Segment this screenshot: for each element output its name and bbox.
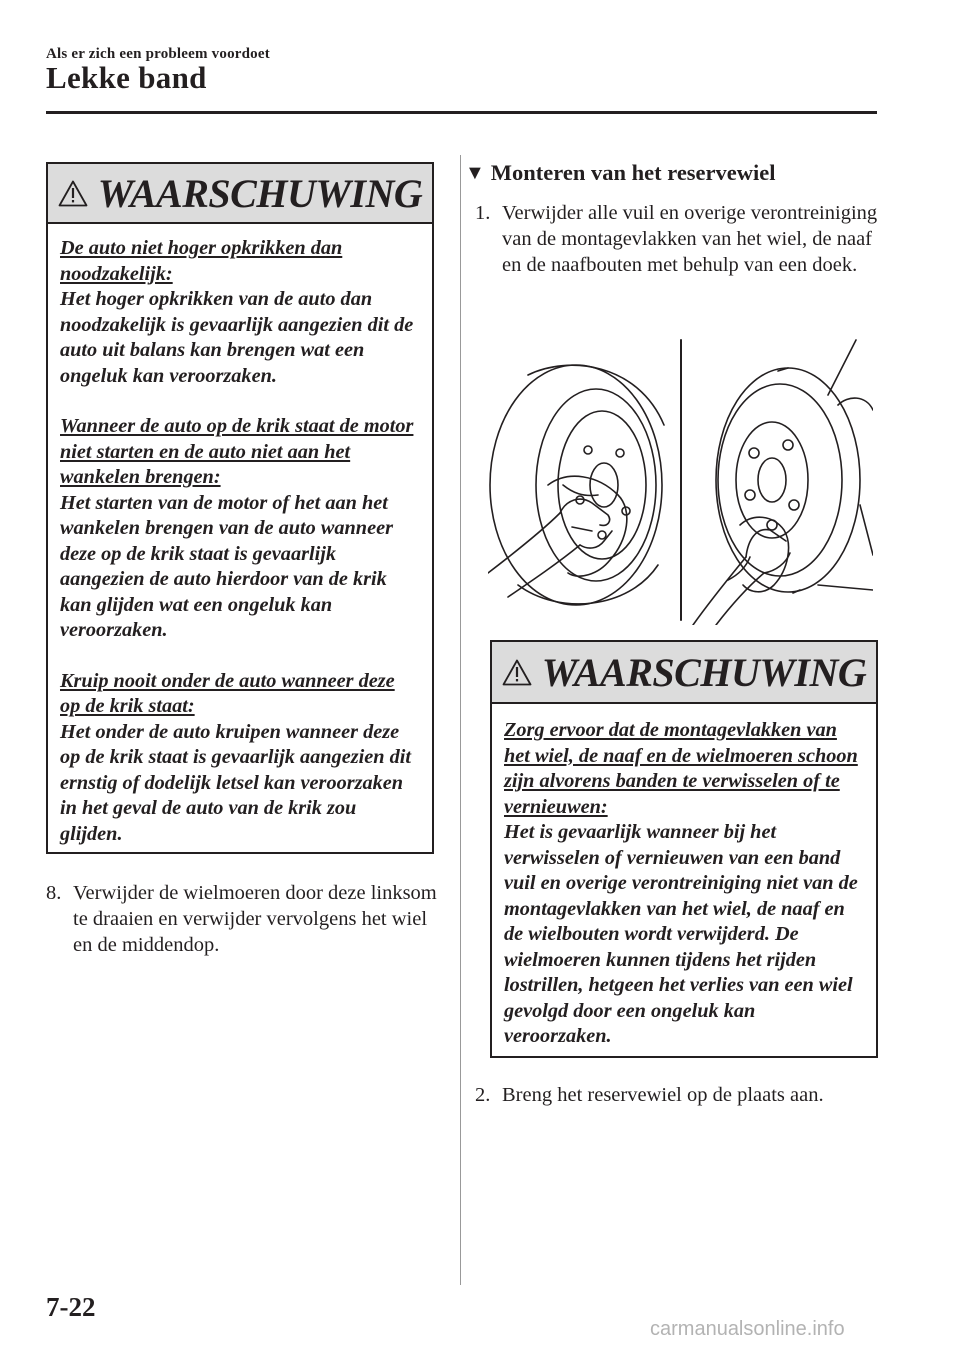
wheel-cleaning-illustration (488, 335, 873, 625)
step-2 (475, 1082, 885, 1108)
warning-item-text: Het starten van de motor of het aan het wankelen brengen van de auto wanneer deze op de krik staat is gevaarlijk aangezien de auto hierdoor van de krik kan glijden wat een ongeluk kan veroorzaken. (60, 491, 393, 641)
chapter-title: Lekke band (46, 60, 207, 95)
page-number: 7-22 (46, 1292, 96, 1322)
subsection-heading (465, 160, 776, 186)
warning-item (60, 414, 420, 644)
step-1 (475, 200, 885, 278)
hub-illustration (716, 340, 873, 593)
hand-with-cloth-right (693, 517, 790, 625)
warning-item-heading: De auto niet hoger opkrikken dan noodzakelijk: (60, 237, 343, 285)
step-number: 1. (475, 202, 491, 224)
warning-triangle-icon (502, 659, 532, 686)
tire-illustration (490, 365, 664, 605)
step-8 (46, 880, 446, 958)
warning-item-text: Het onder de auto kruipen wanneer deze op de krik staat is gevaarlijk aangezien dit ernstig of dodelijk letsel kan veroorzaken in het geval de auto van de krik zou glijden. (60, 720, 411, 845)
step-text: Verwijder de wielmoeren door deze linksom te draaien en verwijder vervolgens het wiel en de middendop. (73, 882, 437, 956)
triangle-down-icon: ▼ (465, 161, 485, 184)
watermark: carmanualsonline.info (650, 1318, 845, 1340)
step-text: Verwijder alle vuil en overige verontreiniging van de montagevlakken van het wiel, de naaf en de naafbouten met behulp van een doek. (502, 202, 878, 276)
header-rule (46, 111, 877, 114)
warning-item (60, 669, 420, 848)
warning-header (48, 164, 432, 224)
warning-triangle-icon (58, 180, 88, 207)
warning-box-jacking (46, 162, 434, 854)
warning-item (504, 718, 864, 1050)
warning-title: WAARSCHUWING (97, 170, 423, 216)
warning-item-heading: Wanneer de auto op de krik staat de motor niet starten en de auto niet aan het wankelen brengen: (60, 415, 414, 488)
column-divider (460, 155, 461, 1285)
warning-item (60, 236, 420, 389)
warning-title: WAARSCHUWING (541, 649, 867, 695)
section-label: Als er zich een probleem voordoet (46, 46, 270, 62)
step-text: Breng het reservewiel op de plaats aan. (502, 1084, 824, 1106)
warning-item-heading: Kruip nooit onder de auto wanneer deze op de krik staat: (60, 669, 395, 717)
step-number: 8. (46, 882, 62, 904)
warning-body (48, 224, 432, 847)
warning-box-mounting-surfaces (490, 640, 878, 1058)
warning-header (492, 642, 876, 704)
warning-body (492, 704, 876, 1050)
warning-item-heading: Zorg ervoor dat de montagevlakken van het wiel, de naaf en de wielmoeren schoon zijn alvorens banden te verwisselen of te vernieuwen: (504, 719, 858, 818)
warning-item-text: Het is gevaarlijk wanneer bij het verwisselen of vernieuwen van een band vuil en overige verontreiniging niet van de montagevlakken van het wiel, de naaf en de wielbouten wordt verwijderd. De wielmoeren kunnen tijdens het rijden lostrillen, hetgeen het verlies van een wiel gevolgd door een ongeluk kan veroorzaken. (504, 821, 858, 1047)
warning-item-text: Het hoger opkrikken van de auto dan noodzakelijk is gevaarlijk aangezien dit de auto uit balans kan brengen wat een ongeluk kan veroorzaken. (60, 288, 414, 387)
subsection-title: Monteren van het reservewiel (490, 160, 776, 185)
step-number: 2. (475, 1084, 491, 1106)
